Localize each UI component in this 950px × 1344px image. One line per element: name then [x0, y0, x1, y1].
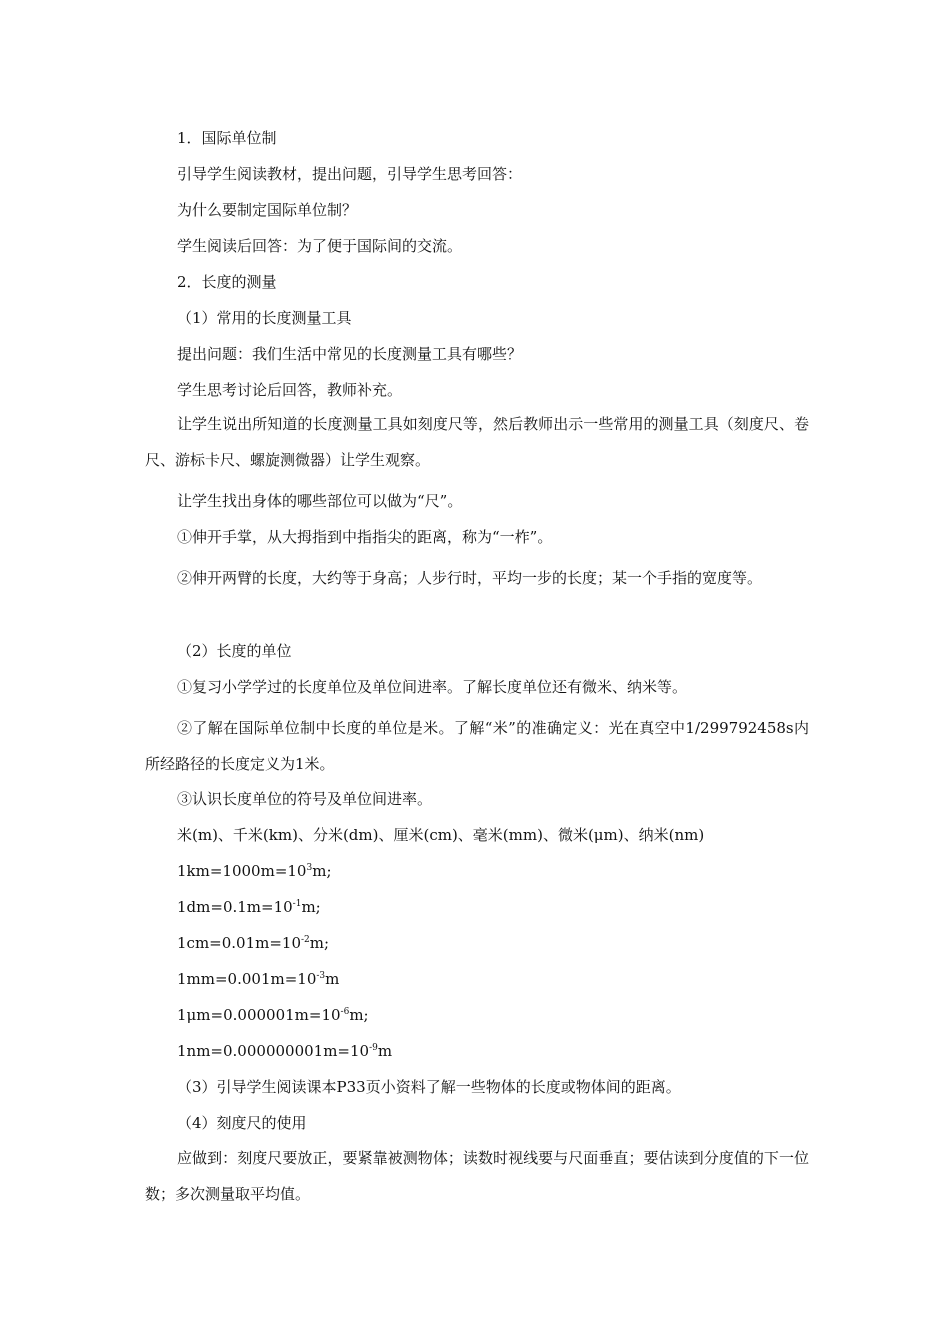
list-item: ②伸开两臂的长度，大约等于身高；人步行时，平均一步的长度；某一个手指的宽度等。 [177, 569, 763, 587]
subheading-tools: （1）常用的长度测量工具 [177, 309, 352, 327]
paragraph: 学生阅读后回答：为了便于国际间的交流。 [177, 237, 463, 255]
formula-line: $1\mu m=0.000001m=10^{-6}m$; [177, 1006, 369, 1024]
paragraph: （3）引导学生阅读课本P33页小资料了解一些物体的长度或物体间的距离。 [177, 1078, 681, 1096]
list-item: ③认识长度单位的符号及单位间进率。 [177, 790, 433, 808]
formula-line: $1dm=0.1m=10^{-1}m$; [177, 898, 321, 916]
paragraph: 引导学生阅读教材，提出问题，引导学生思考回答： [177, 165, 523, 183]
paragraph: 让学生找出身体的哪些部位可以做为“尺”。 [177, 492, 463, 510]
paragraph: 提出问题：我们生活中常见的长度测量工具有哪些？ [177, 345, 523, 363]
formula-line: $1nm=0.000000001m=10^{-9}m$ [177, 1042, 393, 1060]
formula-line: $1km=1000m=10^3m$; [177, 862, 332, 880]
subheading-units: （2）长度的单位 [177, 642, 292, 660]
section-heading-length-measurement: 2．长度的测量 [177, 273, 277, 291]
subheading-ruler-usage: （4）刻度尺的使用 [177, 1114, 307, 1132]
paragraph: 学生思考讨论后回答，教师补充。 [177, 381, 403, 399]
paragraph: 应做到：刻度尺要放正，要紧靠被测物体；读数时视线要与尺面垂直；要估读到分度值的下一位数；多次测量取平均值。 [145, 1149, 809, 1203]
formula-line: $1mm=0.001m=10^{-3}m$ [177, 970, 340, 988]
paragraph: 让学生说出所知道的长度测量工具如刻度尺等，然后教师出示一些常用的测量工具（刻度尺、卷尺、游标卡尺、螺旋测微器）让学生观察。 [145, 415, 809, 469]
list-item: ①复习小学学过的长度单位及单位间进率。了解长度单位还有微米、纳米等。 [177, 678, 688, 696]
list-item: ①伸开手掌，从大拇指到中指指尖的距离，称为“一柞”。 [177, 528, 553, 546]
formula-line: $1cm=0.01m=10^{-2}m$; [177, 934, 330, 952]
unit-symbols: 米(m)、千米(km)、分米(dm)、厘米(cm)、毫米(mm)、微米(μm)、纳米(nm) [177, 826, 705, 844]
section-heading-si-units: 1．国际单位制 [177, 129, 277, 147]
list-item: ②了解在国际单位制中长度的单位是米。了解“米”的准确定义：光在真空中1/299792458s内所经路径的长度定义为1米。 [145, 719, 809, 773]
paragraph: 为什么要制定国际单位制？ [177, 201, 358, 219]
